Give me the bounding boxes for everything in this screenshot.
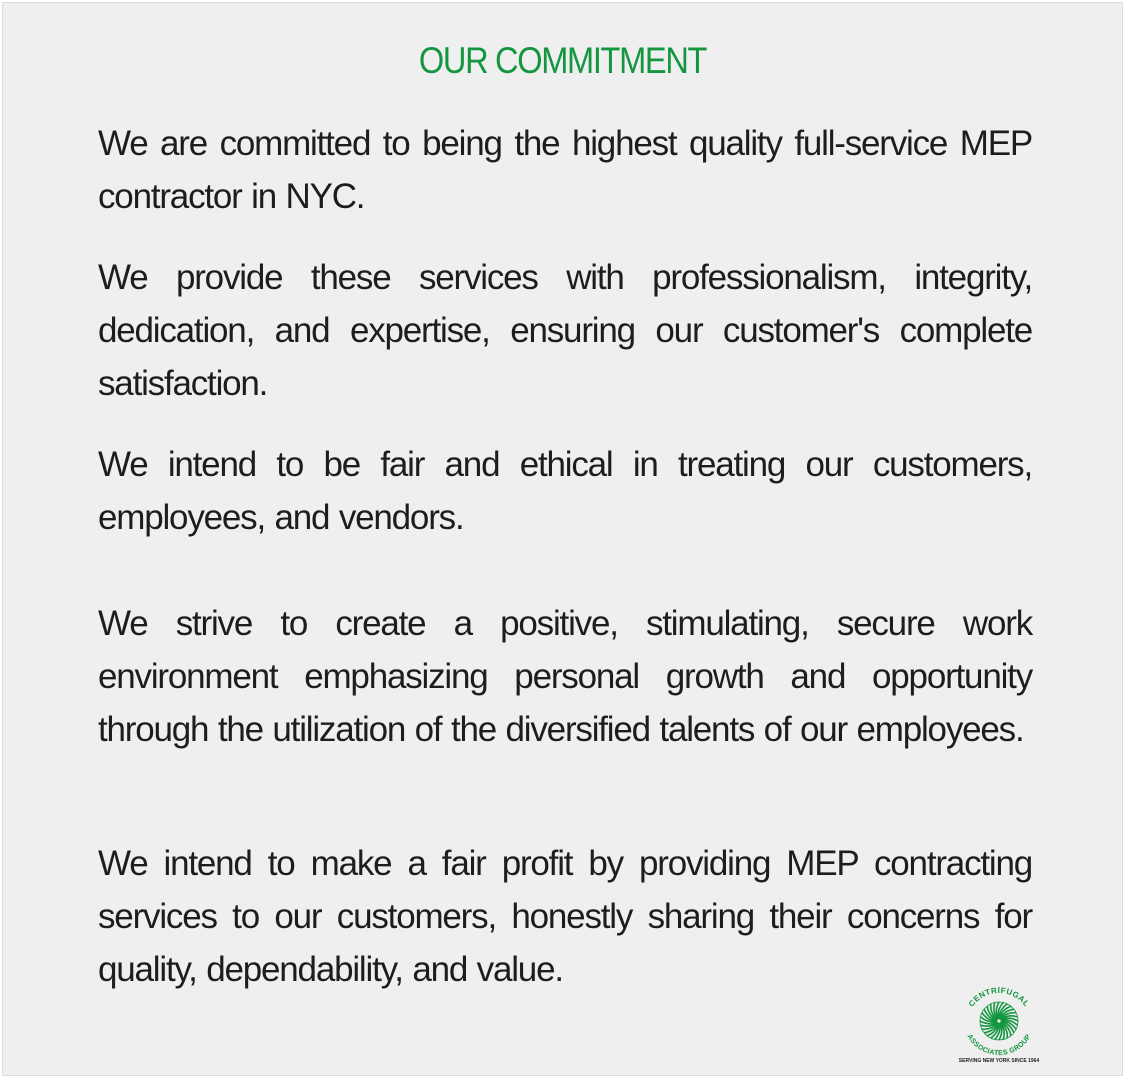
- logo-arc-top-text: CENTRIFUGAL: [966, 985, 1032, 1009]
- commitment-paragraph-3: We intend to be fair and ethical in treating our customers, employees, and vendors.: [98, 445, 1032, 537]
- commitment-paragraph-1: We are committed to being the highest quality full-service MEP contractor in NYC.: [98, 124, 1032, 216]
- commitment-paragraph-5: We intend to make a fair profit by providing MEP contracting services to our customers, honestly sharing their concerns for quality, dependability, and value.: [98, 844, 1032, 989]
- logo-arc-bottom-text: ASSOCIATES GROUP: [965, 1033, 1033, 1057]
- logo-tagline: SERVING NEW YORK SINCE 1964: [958, 1058, 1040, 1064]
- commitment-page: [2, 2, 1123, 1076]
- centrifugal-logo-icon: [947, 983, 1051, 1057]
- commitment-paragraph-2: We provide these services with professionalism, integrity, dedication, and expertise, ensuring our customer's complete satisfaction.: [98, 258, 1032, 403]
- company-logo: [947, 983, 1051, 1069]
- svg-text:ASSOCIATES GROUP: [965, 1033, 1032, 1057]
- page-title: OUR COMMITMENT: [418, 40, 707, 81]
- svg-text:CENTRIFUGAL: [967, 986, 1031, 1009]
- commitment-paragraph-4: We strive to create a positive, stimulating, secure work environment emphasizing personal growth and opportunity through the utilization of the diversified talents of our employees.: [98, 604, 1032, 749]
